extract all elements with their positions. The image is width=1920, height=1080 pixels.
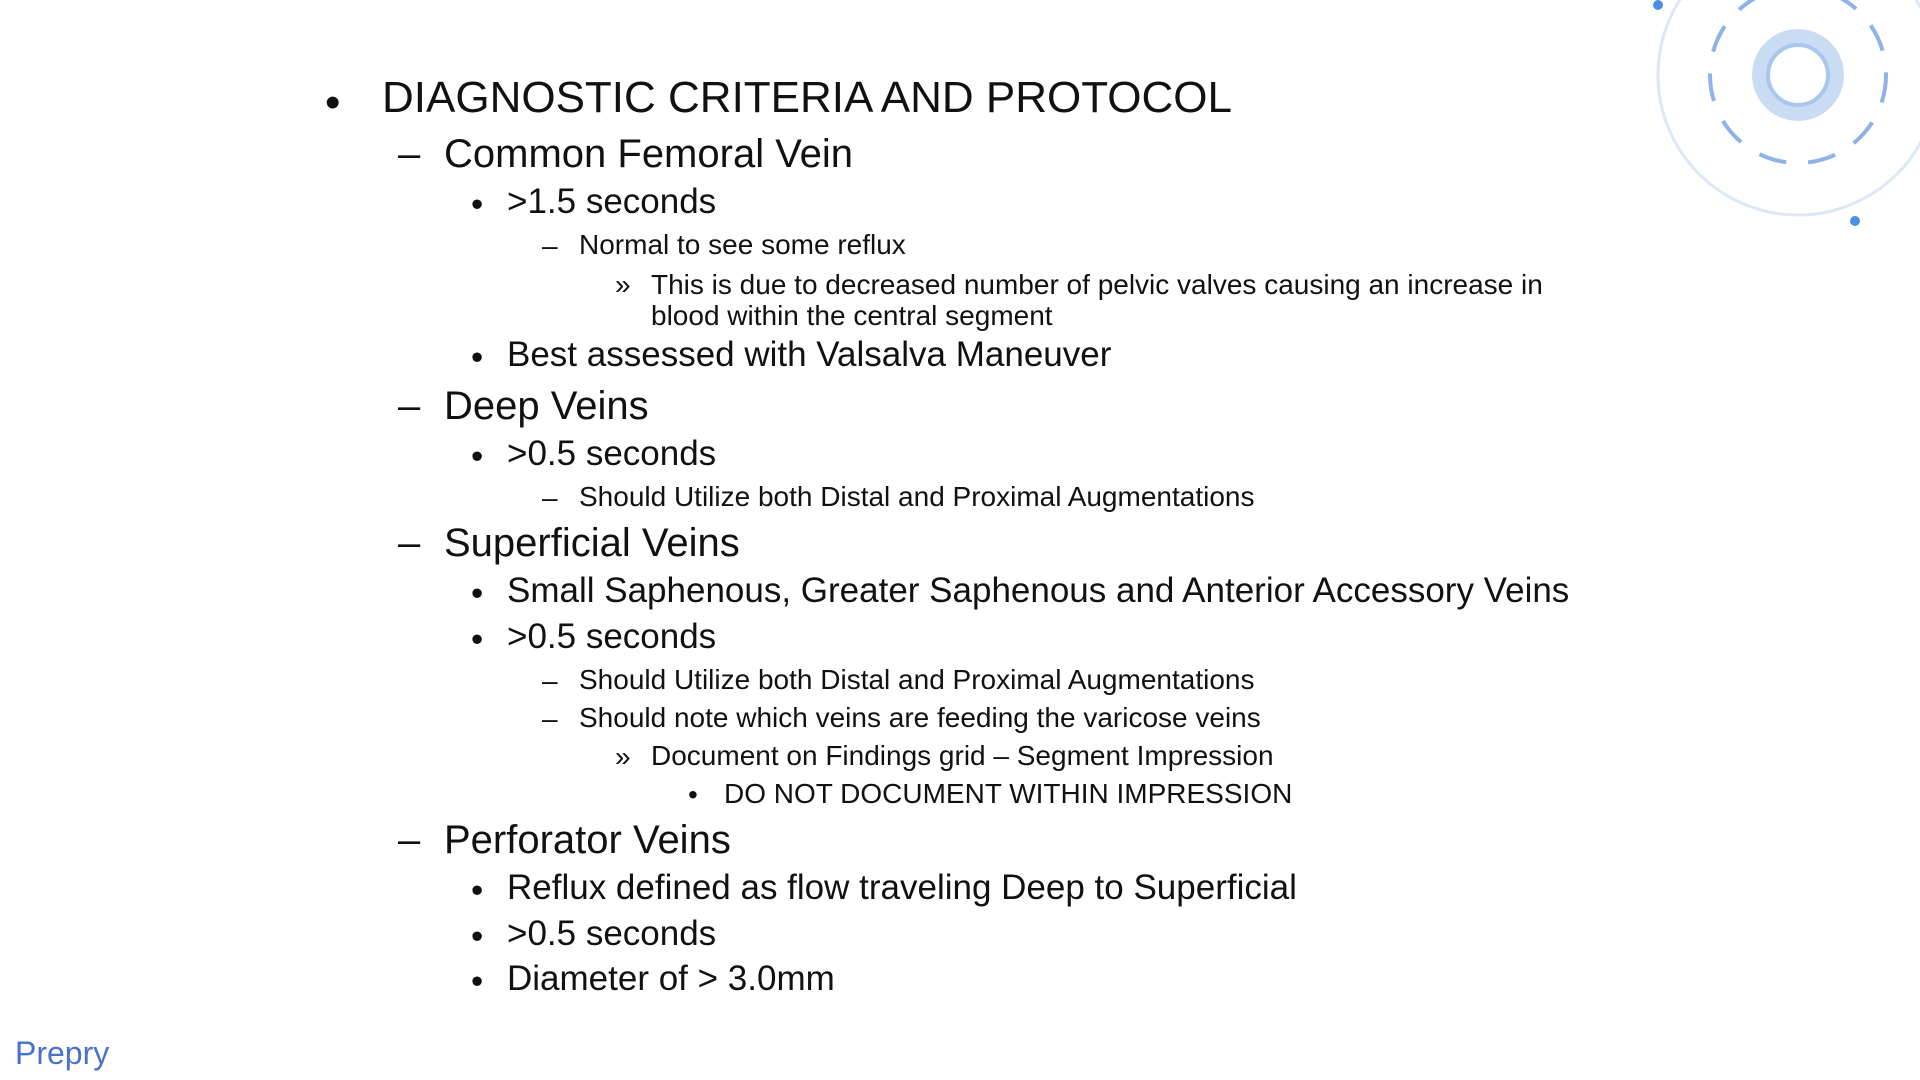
common-femoral-time: >1.5 seconds [507,182,717,221]
bullet-marker: • [471,185,484,224]
common-femoral-note: Normal to see some reflux [579,229,906,260]
section-title-common-femoral: Common Femoral Vein [444,132,854,176]
section-title-superficial: Superficial Veins [444,521,740,565]
deep-time: >0.5 seconds [507,434,717,473]
dash-marker: – [398,132,421,176]
bullet-marker: • [471,871,484,910]
dash-marker: – [542,230,558,261]
perforator-time: >0.5 seconds [507,914,717,953]
bullet-marker: • [471,620,484,659]
deep-note: Should Utilize both Distal and Proximal Augmentations [579,481,1255,512]
dash-marker: – [542,703,558,734]
bullet-marker: • [471,962,484,1001]
bullet-marker: • [471,437,484,476]
perforator-reflux: Reflux defined as flow traveling Deep to Superficial [507,868,1297,907]
superficial-time: >0.5 seconds [507,617,717,656]
bullet-marker: • [471,338,484,377]
section-title-perforator: Perforator Veins [444,818,731,862]
chevron-marker: » [615,741,631,772]
superficial-warning: DO NOT DOCUMENT WITHIN IMPRESSION [724,778,1293,809]
bullet-marker: • [471,574,484,613]
slide-heading: DIAGNOSTIC CRITERIA AND PROTOCOL [382,73,1232,122]
section-title-deep: Deep Veins [444,384,649,428]
superficial-note-2: Should note which veins are feeding the varicose veins [579,702,1261,733]
dash-marker: – [398,384,421,428]
dash-marker: – [398,818,421,862]
superficial-veins-list: Small Saphenous, Greater Saphenous and Anterior Accessory Veins [507,571,1570,610]
brand-logo: Prepry [15,1035,110,1071]
superficial-note-1: Should Utilize both Distal and Proximal Augmentations [579,664,1255,695]
dash-marker: – [542,482,558,513]
common-femoral-assess: Best assessed with Valsalva Maneuver [507,335,1112,374]
common-femoral-detail: This is due to decreased number of pelvic valves causing an increase in blood within the central segment [651,269,1543,332]
bullet-marker: • [688,779,698,810]
dash-marker: – [398,521,421,565]
bullet-marker: • [325,78,341,127]
chevron-marker: » [615,269,631,300]
superficial-doc: Document on Findings grid – Segment Impression [651,740,1274,771]
concentric-circles-icon [1620,0,1920,240]
dash-marker: – [542,665,558,696]
bullet-marker: • [471,917,484,956]
perforator-diameter: Diameter of > 3.0mm [507,959,835,998]
